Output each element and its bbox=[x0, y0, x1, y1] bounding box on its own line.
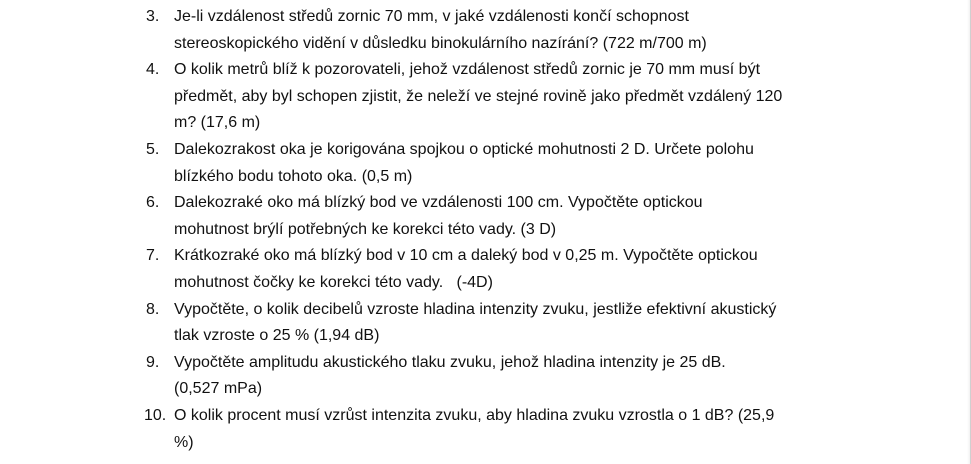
item-number: 5. bbox=[146, 140, 160, 158]
item-line: (0,527 mPa) bbox=[174, 380, 263, 398]
list-item bbox=[146, 4, 866, 57]
list-item bbox=[146, 297, 866, 350]
item-line: Dalekozraké oko má blízký bod ve vzdálenosti 100 cm. Vypočtěte optickou bbox=[174, 194, 703, 212]
item-line: blízkého bodu tohoto oka. (0,5 m) bbox=[174, 167, 413, 185]
item-number: 7. bbox=[146, 247, 160, 265]
item-number: 8. bbox=[146, 300, 160, 318]
item-line: %) bbox=[174, 433, 194, 451]
item-line: m? (17,6 m) bbox=[174, 114, 261, 132]
item-number: 9. bbox=[146, 353, 160, 371]
list-item bbox=[146, 243, 866, 296]
item-line: předmět, aby byl schopen zjistit, že neleží ve stejné rovině jako předmět vzdálený 120 bbox=[174, 87, 783, 105]
list-item bbox=[146, 137, 866, 190]
item-number: 3. bbox=[146, 8, 160, 25]
list-item bbox=[146, 403, 866, 456]
item-line: mohutnost brýlí potřebných ke korekci této vady. (3 D) bbox=[174, 220, 557, 238]
item-line: Krátkozraké oko má blízký bod v 10 cm a daleký bod v 0,25 m. Vypočtěte optickou bbox=[174, 247, 758, 265]
item-line: mohutnost čočky ke korekci této vady. (-4D) bbox=[174, 273, 493, 291]
item-line: Vypočtěte, o kolik decibelů vzroste hladina intenzity zvuku, jestliže efektivní akustický bbox=[174, 300, 777, 318]
item-line: Dalekozrakost oka je korigována spojkou o optické mohutnosti 2 D. Určete polohu bbox=[174, 140, 754, 158]
item-line: O kolik procent musí vzrůst intenzita zvuku, aby hladina zvuku vzrostla o 1 dB? (25,9 bbox=[174, 406, 775, 424]
list-item bbox=[146, 350, 866, 403]
item-number: 4. bbox=[146, 61, 160, 79]
item-line: Je-li vzdálenost středů zornic 70 mm, v jaké vzdálenosti končí schopnost bbox=[174, 8, 689, 25]
item-number: 6. bbox=[146, 194, 160, 212]
item-number: 10. bbox=[144, 406, 167, 424]
list-item bbox=[146, 190, 866, 243]
item-line: Vypočtěte amplitudu akustického tlaku zvuku, jehož hladina intenzity je 25 dB. bbox=[174, 353, 726, 371]
list-item bbox=[146, 57, 866, 137]
item-line: tlak vzroste o 25 % (1,94 dB) bbox=[174, 327, 380, 345]
item-line: O kolik metrů blíž k pozorovateli, jehož vzdálenost středů zornic je 70 mm musí být bbox=[174, 61, 761, 79]
item-line: stereoskopického vidění v důsledku binokulárního nazírání? (722 m/700 m) bbox=[174, 34, 707, 52]
question-list bbox=[146, 4, 866, 456]
